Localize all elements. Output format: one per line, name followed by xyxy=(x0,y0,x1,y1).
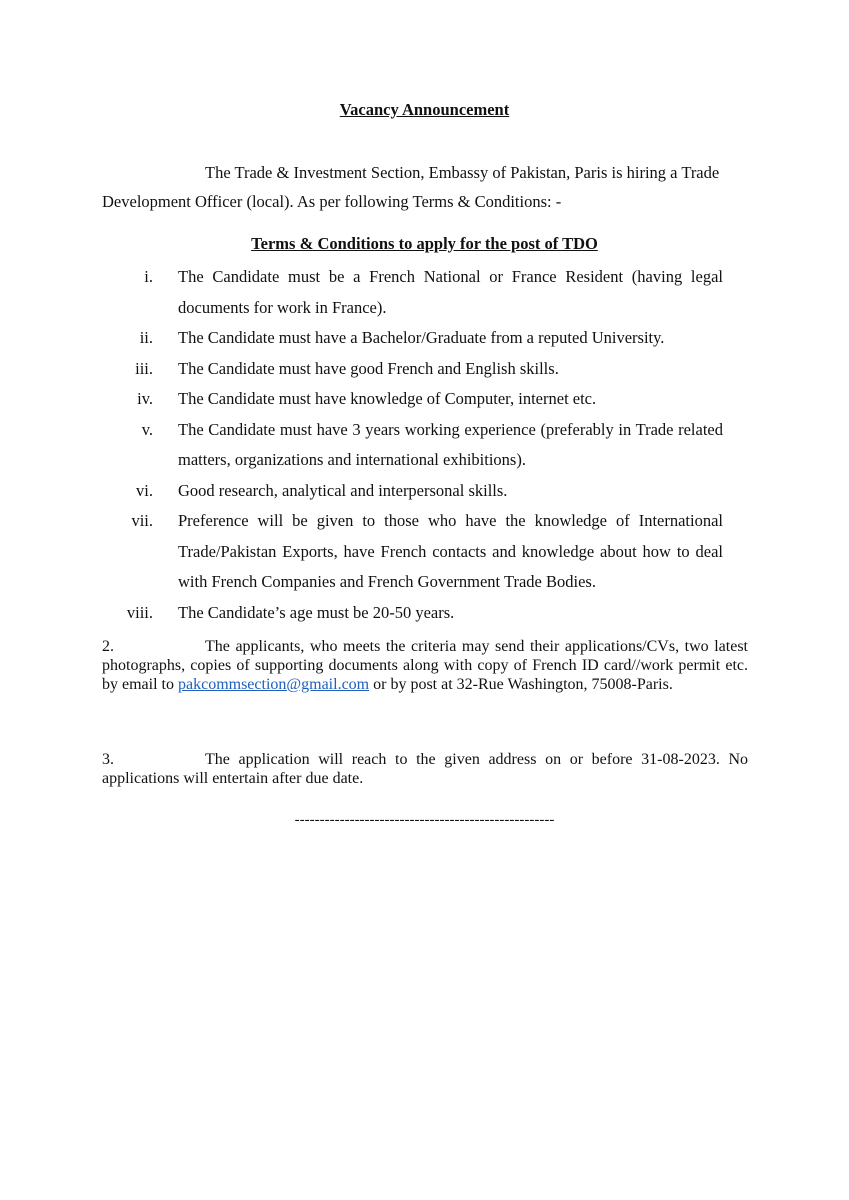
email-link[interactable]: pakcommsection@gmail.com xyxy=(177,676,370,693)
item-number: ii. xyxy=(139,328,153,347)
item-text: Good research, analytical and interpersonal skills. xyxy=(178,480,508,500)
item-number: vii. xyxy=(131,511,153,530)
list-item xyxy=(102,262,748,323)
paragraph-3 xyxy=(102,750,748,788)
list-item xyxy=(102,384,748,415)
intro-line-1: The Trade & Investment Section, Embassy of Pakistan, Paris is hiring a Trade xyxy=(205,163,720,182)
list-item xyxy=(102,598,748,629)
page-title: Vacancy Announcement xyxy=(339,100,510,119)
list-item xyxy=(102,506,748,598)
paragraph-number: 3. xyxy=(102,751,114,768)
list-item xyxy=(102,323,748,354)
item-text: The Candidate must have good French and English skills. xyxy=(178,358,559,378)
terms-heading: Terms & Conditions to apply for the post of TDO xyxy=(251,234,598,253)
item-number: iii. xyxy=(135,358,153,378)
terms-list xyxy=(102,262,748,628)
paragraph-2 xyxy=(102,637,748,694)
item-text: Preference will be given to those who have the knowledge of International Trade/Pakistan Exports, have French contacts and knowledge about how to deal with French Companies and French Government Trade Bodies. xyxy=(178,511,723,591)
list-item xyxy=(102,415,748,476)
paragraph-text: The application will reach to the given address on or before 31-08-2023. No applications will entertain after due date. xyxy=(102,751,748,787)
item-number: viii. xyxy=(126,602,153,622)
item-text: The Candidate must be a French National or France Resident (having legal documents for work in France). xyxy=(178,267,723,317)
item-text: The Candidate must have 3 years working experience (preferably in Trade related matters, organizations and international exhibitions). xyxy=(178,419,723,469)
item-number: v. xyxy=(141,419,153,439)
item-number: iv. xyxy=(137,389,153,408)
list-item xyxy=(102,476,748,507)
list-item xyxy=(102,354,748,385)
item-number: i. xyxy=(144,267,153,286)
item-text: The Candidate must have knowledge of Computer, internet etc. xyxy=(178,389,597,408)
intro-line-2: Development Officer (local). As per following Terms & Conditions: - xyxy=(102,192,562,211)
end-divider: ---------------------------------------------------- xyxy=(294,812,555,828)
paragraph-number: 2. xyxy=(102,638,114,655)
item-text: The Candidate’s age must be 20-50 years. xyxy=(178,602,455,622)
paragraph-text: The applicants, who meets the criteria may send their applications/CVs, two latest photographs, copies of supporting documents along with copy of French ID card//work permit etc. by email to xyxy=(102,638,748,693)
paragraph-text-after: or by post at 32-Rue Washington, 75008-Paris. xyxy=(373,676,673,693)
item-text: The Candidate must have a Bachelor/Graduate from a reputed University. xyxy=(178,328,665,347)
item-number: vi. xyxy=(136,480,153,500)
